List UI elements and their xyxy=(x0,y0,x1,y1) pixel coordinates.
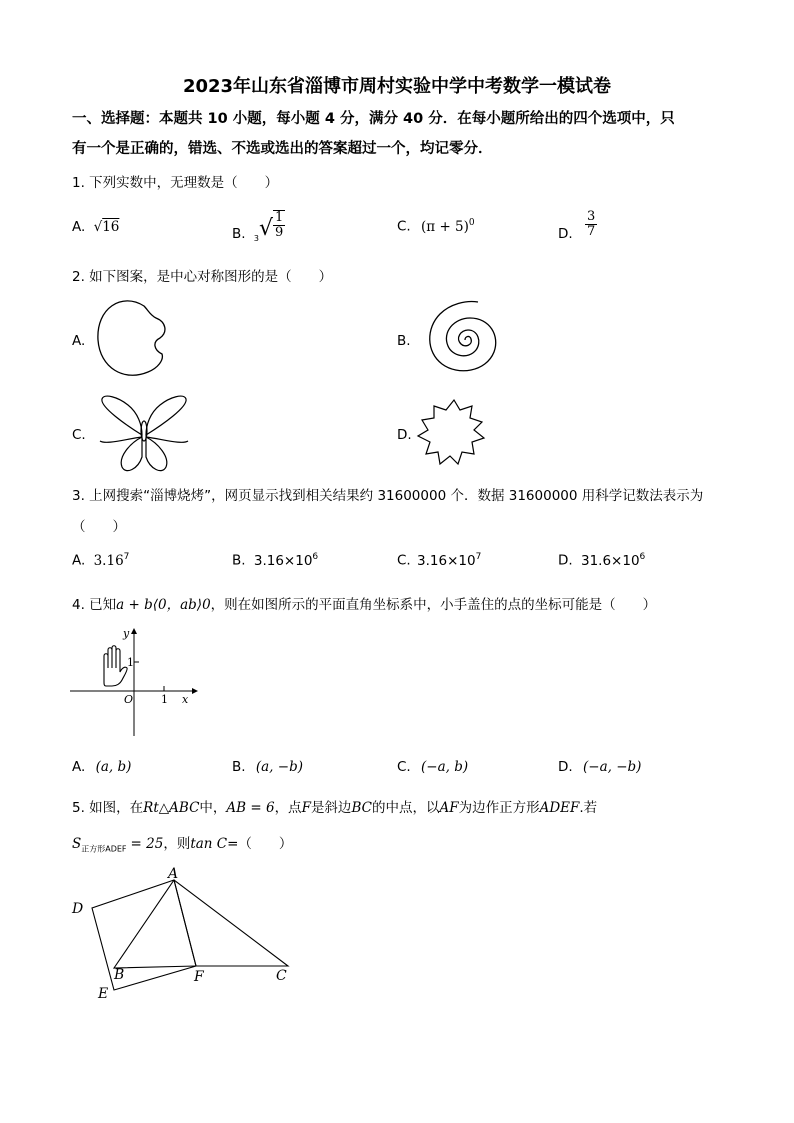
section-line-2: 有一个是正确的，错选、不选或选出的答案超过一个，均记零分． xyxy=(72,141,493,157)
q4-origin-label: O xyxy=(124,693,134,706)
q5-text: 中， xyxy=(199,800,227,816)
q4-b-label: B. xyxy=(232,759,246,775)
q4-x-tick-label: 1 xyxy=(161,693,168,706)
q4-option-c xyxy=(397,759,468,775)
q5-area-value: = 25 xyxy=(130,836,164,852)
q4-coordinate-plane-figure xyxy=(68,626,198,738)
q3-stem-line-2: （ ） xyxy=(72,519,126,535)
page-title: 2023年山东省淄博市周村实验中学中考数学一模试卷 xyxy=(182,76,612,97)
q5-label-d: D xyxy=(72,901,84,917)
q2-b-label: B. xyxy=(397,333,411,349)
q4-b-value: (a, −b) xyxy=(255,759,303,775)
q1-c-label: C. xyxy=(397,218,411,235)
q1-option-d xyxy=(558,209,597,242)
q1-d-label: D. xyxy=(558,225,573,242)
q2-stem: 2. 如下图案，是中心对称图形的是（ ） xyxy=(72,269,333,285)
hand-icon xyxy=(104,646,127,686)
q4-option-b xyxy=(232,759,303,775)
q1-d-denominator: 7 xyxy=(586,224,596,239)
q1-b-denominator: 9 xyxy=(274,225,284,240)
sqrt-symbol: √16 xyxy=(93,219,120,235)
q2-c-label: C. xyxy=(72,427,86,443)
q3-a-exponent: 7 xyxy=(123,552,130,562)
section-instructions xyxy=(72,104,732,164)
q3-option-a xyxy=(72,552,129,569)
q5-stem-line-2 xyxy=(72,832,292,855)
q3-option-d xyxy=(558,552,645,569)
q1-a-label: A. xyxy=(72,219,86,235)
q2-a-label: A. xyxy=(72,333,86,349)
q5-text: =（ ） xyxy=(227,836,293,852)
section-line-1: 一、选择题：本题共 10 小题，每小题 4 分，满分 40 分．在每小题所给出的四个选项中，只 xyxy=(72,111,675,127)
q3-a-label: A. xyxy=(72,552,86,569)
q5-geometry-figure xyxy=(68,866,308,1006)
q1-stem: 1. 下列实数中，无理数是（ ） xyxy=(72,175,279,191)
q2-d-koch-snowflake-figure xyxy=(416,396,492,472)
q4-a-label: A. xyxy=(72,759,86,775)
q5-text: .若 xyxy=(579,800,598,816)
q3-option-c xyxy=(397,552,481,569)
q3-option-b xyxy=(232,552,318,569)
cube-root-symbol: √ xyxy=(258,216,273,241)
q5-triangle: Rt△ABC xyxy=(143,800,200,816)
q1-option-a xyxy=(72,219,119,235)
q5-label-f: F xyxy=(194,969,204,985)
q3-b-value: 3.16×10 xyxy=(253,552,313,569)
q1-option-c xyxy=(397,218,475,235)
q4-c-value: (−a, b) xyxy=(421,759,469,775)
q5-point-f: F xyxy=(301,800,311,816)
q5-text: 5. 如图，在 xyxy=(72,800,144,816)
q4-stem-pre: 4. 已知 xyxy=(72,597,117,613)
q1-b-label: B. xyxy=(232,226,246,242)
q5-text: ，则 xyxy=(163,836,191,852)
q4-c-label: C. xyxy=(397,759,411,775)
q4-d-label: D. xyxy=(558,759,573,775)
q1-option-b xyxy=(232,210,285,243)
q2-c-butterfly-figure xyxy=(96,395,192,475)
q4-condition: a + b⟨0，ab⟩0 xyxy=(116,597,211,613)
q4-y-axis-label: y xyxy=(123,627,130,640)
q5-text: 为边作正方形 xyxy=(458,800,540,816)
q3-d-value: 31.6×10 xyxy=(580,552,640,569)
q5-segment-af: AF xyxy=(439,800,459,816)
q3-a-value: 3.16 xyxy=(93,552,124,569)
q5-ab-value: AB = 6 xyxy=(226,800,275,816)
q1-c-expr: (π + 5) xyxy=(421,218,469,235)
q3-d-label: D. xyxy=(558,552,573,569)
q4-stem xyxy=(72,593,656,613)
q1-b-numerator: 1 xyxy=(274,210,284,225)
q1-c-exponent: 0 xyxy=(468,218,475,228)
q4-stem-post: ，则在如图所示的平面直角坐标系中，小手盖住的点的坐标可能是（ ） xyxy=(210,597,657,613)
q5-label-c: C xyxy=(276,968,287,984)
q5-label-e: E xyxy=(98,986,109,1002)
q3-c-value: 3.16×10 xyxy=(417,552,476,569)
q3-c-exponent: 7 xyxy=(475,552,482,562)
q2-a-cardioid-figure xyxy=(94,298,174,380)
q5-segment-bc: BC xyxy=(351,800,372,816)
q4-a-value: (a, b) xyxy=(95,759,132,775)
q3-stem-line-1: 3. 上网搜索“淄博烧烤”，网页显示找到相关结果约 31600000 个．数据 31600000 用科学记数法表示为 xyxy=(72,488,704,504)
q4-y-tick-label: 1 xyxy=(127,656,134,669)
q3-b-exponent: 6 xyxy=(312,552,319,562)
q1-a-radicand: 16 xyxy=(102,219,120,235)
q5-text: 的中点，以 xyxy=(371,800,440,816)
q1-b-fraction xyxy=(273,210,285,240)
q1-b-index: 3 xyxy=(253,234,259,243)
q5-area-subscript: 正方形ADEF xyxy=(81,844,127,854)
q3-d-exponent: 6 xyxy=(639,552,646,562)
q5-label-a: A xyxy=(168,866,179,882)
q5-label-b: B xyxy=(114,967,125,983)
q4-option-a xyxy=(72,759,131,775)
q5-text: 是斜边 xyxy=(310,800,352,816)
q5-area-symbol: S xyxy=(72,836,82,852)
q5-text: ，点 xyxy=(274,800,302,816)
q5-stem-line-1 xyxy=(72,796,597,816)
q2-d-label: D. xyxy=(397,427,412,443)
q1-d-numerator: 3 xyxy=(586,209,596,224)
q3-c-label: C. xyxy=(397,552,411,569)
q3-b-label: B. xyxy=(232,552,246,569)
q4-d-value: (−a, −b) xyxy=(582,759,642,775)
q5-tan-c: tan C xyxy=(190,836,228,852)
q4-x-axis-label: x xyxy=(182,693,189,706)
q4-option-d xyxy=(558,759,641,775)
q5-square-name: ADEF xyxy=(539,800,580,816)
q2-b-spiral-figure xyxy=(420,300,510,380)
q1-d-fraction xyxy=(585,210,597,239)
